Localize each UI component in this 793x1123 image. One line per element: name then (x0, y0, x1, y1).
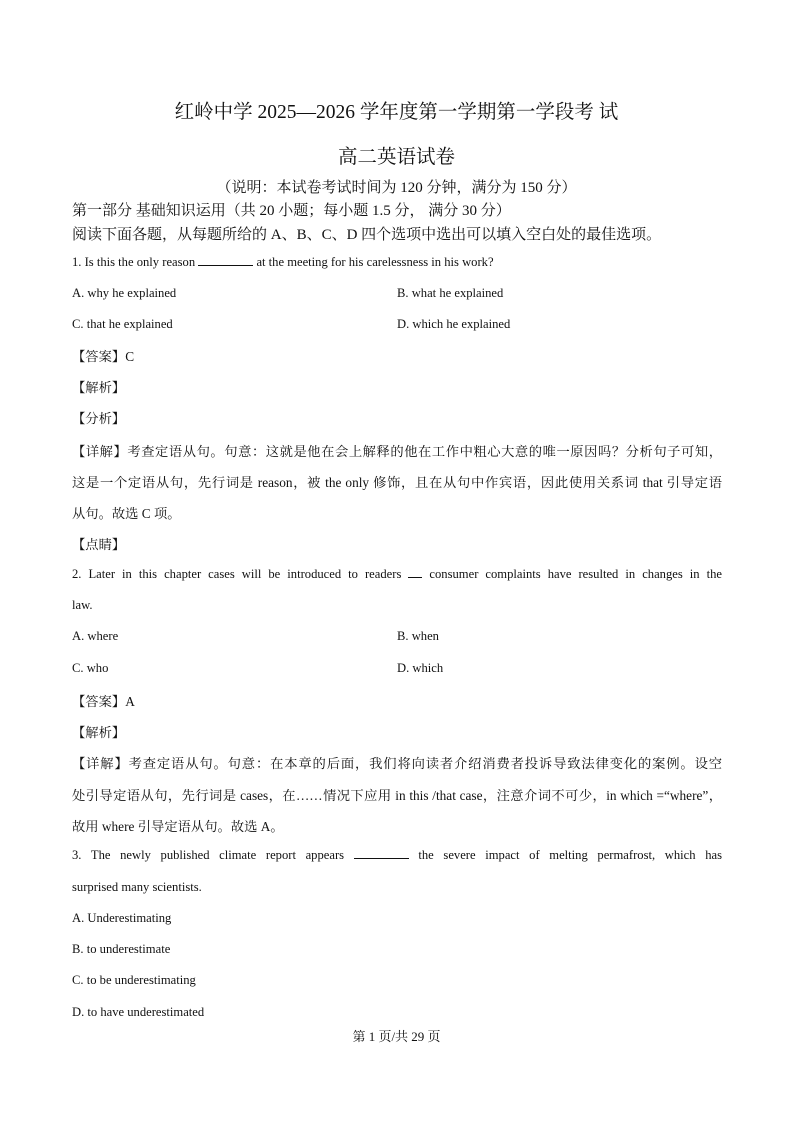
question-2-stem-before: 2. Later in this chapter cases will be introduced to readers (72, 567, 402, 581)
answer-label: 【答案】 (72, 694, 126, 709)
question-1-answer (72, 346, 134, 365)
question-1-option-b: B. what he explained (397, 286, 504, 300)
question-2-option-d: D. which (397, 661, 444, 675)
question-1-dianjing-label: 【点睛】 (72, 537, 126, 552)
question-1-detail-line-3: 从句。故选 C 项。 (72, 506, 181, 521)
question-1-stem-after: at the meeting for his carelessness in his work? (256, 255, 494, 269)
question-2-option-b: B. when (397, 629, 439, 643)
question-2-blank (408, 576, 422, 578)
question-1-jiexi-label: 【解析】 (72, 380, 126, 395)
exam-note: （说明：本试卷考试时间为 120 分钟，满分为 150 分） (216, 180, 577, 196)
question-1-detail-line-2: 这是一个定语从句，先行词是 reason，被 the only 修饰，且在从句中作宾语，因此使用关系词 that 引导定语 (72, 475, 722, 490)
question-2-answer (72, 691, 135, 710)
question-1-stem-before: 1. Is this the only reason (72, 255, 196, 269)
question-2-stem-line-1 (72, 567, 722, 582)
question-1-stem (72, 255, 494, 270)
detail-label: 【详解】 (72, 756, 129, 771)
question-1-option-c: C. that he explained (72, 317, 173, 331)
question-1-option-a: A. why he explained (72, 286, 177, 300)
question-1-blank (198, 264, 253, 266)
question-1-detail-line-1 (72, 441, 722, 460)
question-3-option-c: C. to be underestimating (72, 973, 196, 987)
question-2-detail-line-1 (72, 753, 722, 772)
question-2-jiexi-label: 【解析】 (72, 725, 126, 740)
section-heading: 第一部分 基础知识运用（共 20 小题；每小题 1.5 分， 满分 30 分） (72, 203, 511, 219)
question-3-stem-line-1 (72, 848, 722, 863)
question-3-option-b: B. to underestimate (72, 942, 171, 956)
exam-title-line1: 红岭中学 2025—2026 学年度第一学期第一学段考 试 (174, 102, 619, 123)
section-instruction: 阅读下面各题，从每题所给的 A、B、C、D 四个选项中选出可以填入空白处的最佳选项。 (72, 227, 662, 243)
question-3-stem-before: 3. The newly published climate report appears (72, 848, 345, 862)
question-2-stem-line-2: law. (72, 598, 93, 612)
exam-title-line2: 高二英语试卷 (337, 147, 455, 168)
detail-text: 考查定语从句。句意：这就是他在会上解释的他在工作中粗心大意的唯一原因吗？分析句子可知， (127, 444, 723, 459)
detail-text: 考查定语从句。句意：在本章的后面，我们将向读者介绍消费者投诉导致法律变化的案例。设空 (128, 756, 723, 771)
question-2-option-c: C. who (72, 661, 109, 675)
question-2-detail-line-2: 处引导定语从句，先行词是 cases，在……情况下应用 in this /that case，注意介词不可少，in which =“where”， (72, 788, 722, 803)
answer-value: A (125, 694, 135, 709)
question-3-option-d: D. to have underestimated (72, 1005, 205, 1019)
question-3-blank (354, 857, 409, 859)
question-1-option-d: D. which he explained (397, 317, 511, 331)
question-3-stem-line-2: surprised many scientists. (72, 880, 202, 894)
question-3-stem-after: the severe impact of melting permafrost, which has (418, 848, 722, 862)
answer-value: C (125, 349, 135, 364)
question-2-stem-after: consumer complaints have resulted in changes in the (429, 567, 722, 581)
question-3-option-a: A. Underestimating (72, 911, 172, 925)
question-2-option-a: A. where (72, 629, 119, 643)
answer-label: 【答案】 (72, 349, 126, 364)
detail-label: 【详解】 (72, 444, 128, 459)
page-footer: 第 1 页/共 29 页 (352, 1029, 441, 1044)
question-1-fenxi-label: 【分析】 (72, 411, 126, 426)
question-2-detail-line-3: 故用 where 引导定语从句。故选 A。 (72, 819, 284, 834)
